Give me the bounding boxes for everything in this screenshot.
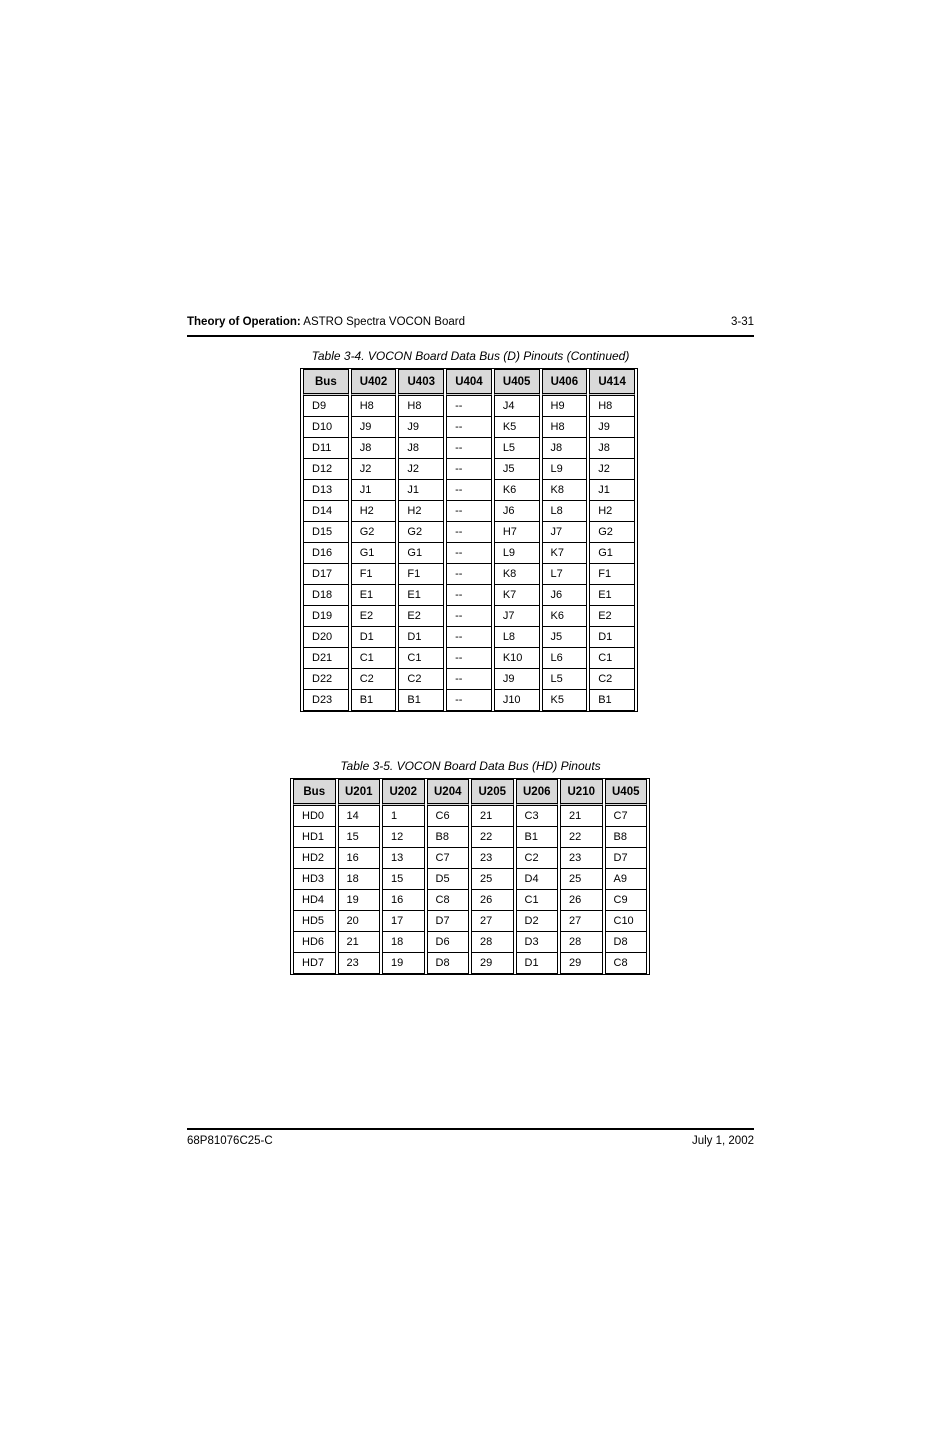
pin-cell: C6: [427, 806, 470, 827]
pin-cell: D7: [605, 848, 648, 869]
pin-cell: J6: [494, 501, 540, 522]
pin-cell: H9: [542, 396, 588, 417]
footer-document-number: 68P81076C25-C: [187, 1135, 273, 1147]
pin-cell: C7: [427, 848, 470, 869]
pin-cell: 28: [471, 932, 514, 953]
pin-cell: 16: [382, 890, 425, 911]
pin-cell: H2: [589, 501, 635, 522]
pin-cell: L9: [542, 459, 588, 480]
pin-cell: H8: [589, 396, 635, 417]
column-header-u204: U204: [427, 779, 470, 806]
table-row-d16: [303, 543, 635, 564]
table-row-d21: [303, 648, 635, 669]
pin-cell: G1: [589, 543, 635, 564]
pin-cell: J8: [351, 438, 397, 459]
pin-cell: --: [446, 669, 492, 690]
table-3-4-caption: Table 3-4. VOCON Board Data Bus (D) Pinouts (Continued): [311, 349, 630, 363]
pin-cell: F1: [351, 564, 397, 585]
pin-cell: C2: [351, 669, 397, 690]
column-header-u404: U404: [446, 369, 492, 396]
pin-cell: --: [446, 606, 492, 627]
pin-cell: D1: [589, 627, 635, 648]
pin-cell: 27: [560, 911, 603, 932]
table-row-d13: [303, 480, 635, 501]
bus-cell: D9: [303, 396, 349, 417]
pin-cell: L6: [542, 648, 588, 669]
bus-cell: HD5: [293, 911, 336, 932]
pin-cell: C2: [589, 669, 635, 690]
header-left: [187, 315, 465, 329]
pin-cell: H7: [494, 522, 540, 543]
footer-date: July 1, 2002: [691, 1135, 754, 1147]
pin-cell: C2: [516, 848, 559, 869]
pin-cell: 18: [382, 932, 425, 953]
pin-cell: J7: [494, 606, 540, 627]
pin-cell: B1: [516, 827, 559, 848]
table-row-hd7: [293, 953, 647, 974]
pin-cell: 12: [382, 827, 425, 848]
pin-cell: K5: [542, 690, 588, 711]
pin-cell: L5: [494, 438, 540, 459]
pin-cell: H8: [351, 396, 397, 417]
page-header: [187, 315, 754, 329]
pin-cell: D1: [351, 627, 397, 648]
pin-cell: J9: [398, 417, 444, 438]
pin-cell: 16: [338, 848, 381, 869]
column-header-u201: U201: [338, 779, 381, 806]
pin-cell: G2: [398, 522, 444, 543]
bus-cell: D12: [303, 459, 349, 480]
pin-cell: H2: [398, 501, 444, 522]
pin-cell: 13: [382, 848, 425, 869]
pin-cell: B1: [351, 690, 397, 711]
pin-cell: L5: [542, 669, 588, 690]
column-header-u406: U406: [542, 369, 588, 396]
pin-cell: C2: [398, 669, 444, 690]
pin-cell: D6: [427, 932, 470, 953]
pin-cell: E2: [351, 606, 397, 627]
pin-cell: 23: [338, 953, 381, 974]
pin-cell: --: [446, 438, 492, 459]
column-header-u405: U405: [494, 369, 540, 396]
pin-cell: C3: [516, 806, 559, 827]
pin-cell: G2: [589, 522, 635, 543]
pin-cell: L7: [542, 564, 588, 585]
pin-cell: K10: [494, 648, 540, 669]
table-row-d14: [303, 501, 635, 522]
table-3-5-caption: Table 3-5. VOCON Board Data Bus (HD) Pinouts: [340, 759, 601, 773]
pin-cell: --: [446, 480, 492, 501]
column-header-u403: U403: [398, 369, 444, 396]
header-rule: [187, 335, 754, 337]
pin-cell: J6: [542, 585, 588, 606]
pin-cell: --: [446, 543, 492, 564]
pin-cell: --: [446, 690, 492, 711]
table-row-d17: [303, 564, 635, 585]
pin-cell: J1: [398, 480, 444, 501]
pin-cell: J9: [589, 417, 635, 438]
pin-cell: K7: [494, 585, 540, 606]
header-section-title: ASTRO Spectra VOCON Board: [300, 316, 465, 328]
pin-cell: D1: [516, 953, 559, 974]
pin-cell: J8: [589, 438, 635, 459]
bus-cell: HD7: [293, 953, 336, 974]
pin-cell: 22: [560, 827, 603, 848]
table-row-d15: [303, 522, 635, 543]
table-row-hd4: [293, 890, 647, 911]
pin-cell: D1: [398, 627, 444, 648]
pin-cell: J5: [494, 459, 540, 480]
bus-cell: HD4: [293, 890, 336, 911]
pin-cell: E1: [351, 585, 397, 606]
pin-cell: 26: [560, 890, 603, 911]
pin-cell: B8: [427, 827, 470, 848]
bus-cell: HD3: [293, 869, 336, 890]
pin-cell: H2: [351, 501, 397, 522]
bus-cell: D11: [303, 438, 349, 459]
pin-cell: 25: [560, 869, 603, 890]
pin-cell: --: [446, 459, 492, 480]
bus-cell: HD0: [293, 806, 336, 827]
pin-cell: D3: [516, 932, 559, 953]
pin-cell: L8: [494, 627, 540, 648]
pin-cell: 1: [382, 806, 425, 827]
pin-cell: --: [446, 585, 492, 606]
pin-cell: 15: [338, 827, 381, 848]
page-footer: [187, 1134, 754, 1148]
pin-cell: C8: [605, 953, 648, 974]
pin-cell: G1: [351, 543, 397, 564]
bus-cell: HD1: [293, 827, 336, 848]
pin-cell: G1: [398, 543, 444, 564]
pin-cell: --: [446, 522, 492, 543]
table-row-d10: [303, 417, 635, 438]
pin-cell: H8: [398, 396, 444, 417]
table-3-4: [300, 368, 638, 712]
pin-cell: L8: [542, 501, 588, 522]
table-3-5: [290, 778, 650, 975]
pin-cell: J2: [398, 459, 444, 480]
pin-cell: J1: [589, 480, 635, 501]
pin-cell: 26: [471, 890, 514, 911]
pin-cell: A9: [605, 869, 648, 890]
pin-cell: 17: [382, 911, 425, 932]
pin-cell: --: [446, 648, 492, 669]
table-row-hd6: [293, 932, 647, 953]
column-header-u210: U210: [560, 779, 603, 806]
pin-cell: B8: [605, 827, 648, 848]
pin-cell: 21: [471, 806, 514, 827]
pin-cell: D2: [516, 911, 559, 932]
pin-cell: C1: [516, 890, 559, 911]
pin-cell: 21: [338, 932, 381, 953]
column-header-u414: U414: [589, 369, 635, 396]
pin-cell: K8: [542, 480, 588, 501]
column-header-u202: U202: [382, 779, 425, 806]
pin-cell: D5: [427, 869, 470, 890]
page-number: 3-31: [730, 316, 754, 328]
table-row-d20: [303, 627, 635, 648]
pin-cell: C1: [351, 648, 397, 669]
bus-cell: D22: [303, 669, 349, 690]
pin-cell: --: [446, 627, 492, 648]
pin-cell: --: [446, 396, 492, 417]
pin-cell: E1: [589, 585, 635, 606]
pin-cell: G2: [351, 522, 397, 543]
pin-cell: 27: [471, 911, 514, 932]
bus-cell: D17: [303, 564, 349, 585]
pin-cell: --: [446, 501, 492, 522]
bus-cell: D14: [303, 501, 349, 522]
pin-cell: J2: [589, 459, 635, 480]
table-row-d23: [303, 690, 635, 711]
table-row-d12: [303, 459, 635, 480]
pin-cell: J8: [542, 438, 588, 459]
pin-cell: C7: [605, 806, 648, 827]
pin-cell: J4: [494, 396, 540, 417]
pin-cell: C1: [398, 648, 444, 669]
pin-cell: 18: [338, 869, 381, 890]
pin-cell: H8: [542, 417, 588, 438]
column-header-u405: U405: [605, 779, 648, 806]
pin-cell: 29: [560, 953, 603, 974]
column-header-u402: U402: [351, 369, 397, 396]
pin-cell: E2: [398, 606, 444, 627]
pin-cell: C10: [605, 911, 648, 932]
bus-cell: D19: [303, 606, 349, 627]
pin-cell: 21: [560, 806, 603, 827]
pin-cell: 29: [471, 953, 514, 974]
pin-cell: F1: [589, 564, 635, 585]
pin-cell: K8: [494, 564, 540, 585]
pin-cell: B1: [589, 690, 635, 711]
pin-cell: J1: [351, 480, 397, 501]
bus-cell: D23: [303, 690, 349, 711]
pin-cell: D8: [427, 953, 470, 974]
pin-cell: J8: [398, 438, 444, 459]
pin-cell: 15: [382, 869, 425, 890]
column-header-bus: Bus: [303, 369, 349, 396]
table-row-d19: [303, 606, 635, 627]
table-row-hd3: [293, 869, 647, 890]
bus-cell: D13: [303, 480, 349, 501]
bus-cell: D16: [303, 543, 349, 564]
pin-cell: 23: [471, 848, 514, 869]
bus-cell: D21: [303, 648, 349, 669]
table-row-hd1: [293, 827, 647, 848]
bus-cell: HD2: [293, 848, 336, 869]
pin-cell: D4: [516, 869, 559, 890]
pin-cell: C8: [427, 890, 470, 911]
header-section-label: Theory of Operation:: [187, 316, 301, 328]
pin-cell: K6: [542, 606, 588, 627]
pin-cell: 20: [338, 911, 381, 932]
table-row-d18: [303, 585, 635, 606]
column-header-u205: U205: [471, 779, 514, 806]
pin-cell: 19: [382, 953, 425, 974]
table-row-d22: [303, 669, 635, 690]
pin-cell: J10: [494, 690, 540, 711]
pin-cell: 23: [560, 848, 603, 869]
bus-cell: D15: [303, 522, 349, 543]
pin-cell: --: [446, 417, 492, 438]
table-row-d9: [303, 396, 635, 417]
pin-cell: D8: [605, 932, 648, 953]
pin-cell: J5: [542, 627, 588, 648]
table-header-row: [293, 779, 647, 806]
footer-rule: [187, 1128, 754, 1130]
bus-cell: D10: [303, 417, 349, 438]
pin-cell: L9: [494, 543, 540, 564]
pin-cell: D7: [427, 911, 470, 932]
pin-cell: K7: [542, 543, 588, 564]
bus-cell: D18: [303, 585, 349, 606]
table-row-hd0: [293, 806, 647, 827]
pin-cell: 14: [338, 806, 381, 827]
pin-cell: --: [446, 564, 492, 585]
pin-cell: C1: [589, 648, 635, 669]
pin-cell: 28: [560, 932, 603, 953]
pin-cell: 22: [471, 827, 514, 848]
pin-cell: 25: [471, 869, 514, 890]
pin-cell: E2: [589, 606, 635, 627]
bus-cell: HD6: [293, 932, 336, 953]
pin-cell: 19: [338, 890, 381, 911]
table-row-hd5: [293, 911, 647, 932]
table-row-d11: [303, 438, 635, 459]
pin-cell: J2: [351, 459, 397, 480]
pin-cell: K6: [494, 480, 540, 501]
pin-cell: B1: [398, 690, 444, 711]
pin-cell: F1: [398, 564, 444, 585]
pin-cell: K5: [494, 417, 540, 438]
bus-cell: D20: [303, 627, 349, 648]
pin-cell: E1: [398, 585, 444, 606]
table-header-row: [303, 369, 635, 396]
column-header-bus: Bus: [293, 779, 336, 806]
pin-cell: C9: [605, 890, 648, 911]
pin-cell: J9: [351, 417, 397, 438]
table-row-hd2: [293, 848, 647, 869]
column-header-u206: U206: [516, 779, 559, 806]
pin-cell: J9: [494, 669, 540, 690]
pin-cell: J7: [542, 522, 588, 543]
